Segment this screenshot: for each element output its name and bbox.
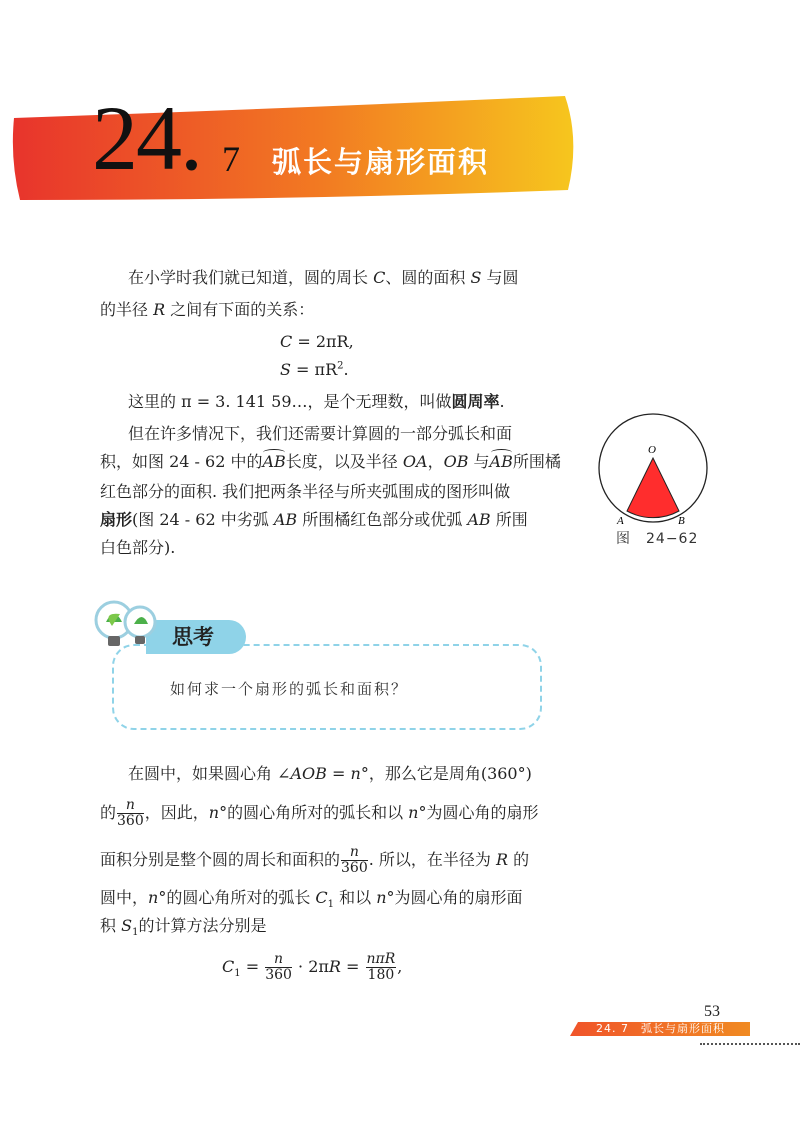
- label-B: B: [678, 515, 685, 527]
- equation-area: $S = \pi R^2$.: [280, 360, 349, 379]
- section-number: 24.: [92, 87, 201, 189]
- paragraph-3-line-5: 白色部分).: [100, 538, 176, 557]
- paragraph-3-line-1: 但在许多情况下，我们还需要计算圆的一部分弧长和面: [128, 424, 513, 443]
- paragraph-3-line-4: 扇形(图 24 - 62 中劣弧 AB 所围橘红色部分或优弧 AB 所围: [100, 510, 528, 529]
- paragraph-3-line-3: 红色部分的面积. 我们把两条半径与所夹弧围成的图形叫做: [100, 482, 511, 501]
- lightbulb-icon: [92, 592, 162, 658]
- paragraph-3-line-2: 积，如图 24 - 62 中的AB长度，以及半径 OA，OB 与AB所围橘: [100, 452, 561, 471]
- paragraph-4-line-3: 面积分别是整个圆的周长和面积的 $\frac{n}{360}$ . 所以，在半径为 R 的: [100, 844, 530, 876]
- paragraph-1-line-2: 的半径 R 之间有下面的关系：: [100, 300, 315, 319]
- running-title: 24. 7 弧长与扇形面积: [596, 1022, 725, 1035]
- paragraph-4-line-2: 的 $\frac{n}{360}$ ，因此，n°的圆心角所对的弧长和以 n°为圆心角的扇形: [100, 797, 539, 829]
- label-A: A: [617, 515, 624, 527]
- figure-caption: 图 24−62: [616, 531, 699, 547]
- footer-dots: [700, 1043, 800, 1045]
- label-O: O: [648, 444, 656, 456]
- section-subnumber: 7: [222, 139, 240, 179]
- paragraph-4-line-4: 圆中，n°的圆心角所对的弧长 $C_1$ 和以 n°为圆心角的扇形面: [100, 888, 523, 911]
- figure-sector-diagram: [590, 420, 720, 527]
- page-number: 53: [704, 1003, 720, 1020]
- fraction-n-over-360: $\frac{n}{360}$: [117, 797, 144, 829]
- equation-circumference: C = 2πR,: [280, 332, 354, 351]
- equation-arc-length: $C_1$ = $\frac{n}{360}$ · 2πR = $\frac{\text{nπR}}{180}$ ,: [222, 951, 403, 983]
- think-label: 思考: [146, 620, 246, 654]
- paragraph-4-line-5: 积 $S_1$的计算方法分别是: [100, 916, 267, 939]
- paragraph-4-line-1: 在圆中，如果圆心角 ∠AOB = n°，那么它是周角(360°): [128, 764, 532, 783]
- paragraph-1-line-1: 在小学时我们就已知道，圆的周长 C、圆的面积 S 与圆: [128, 268, 519, 287]
- paragraph-2: 这里的 π = 3. 141 59…，是个无理数，叫做圆周率.: [128, 392, 505, 411]
- fraction-n-over-360-2: $\frac{n}{360}$: [341, 844, 368, 876]
- section-title: 弧长与扇形面积: [272, 145, 490, 179]
- think-question: 如何求一个扇形的弧长和面积？: [170, 680, 409, 698]
